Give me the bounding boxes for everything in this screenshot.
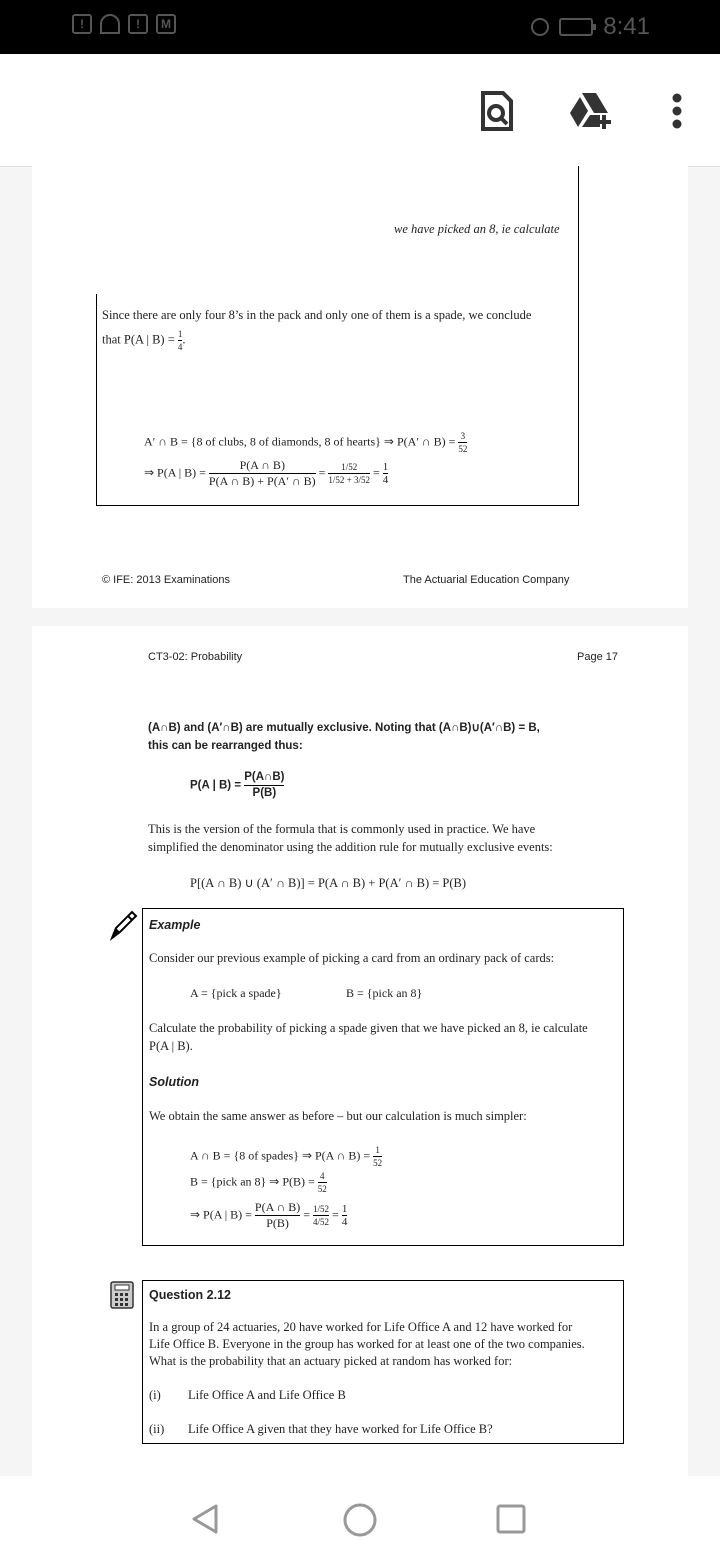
- equation-line-2: ⇒ P(A | B) = $\frac{P(A \cap B)}{P(A \cap B) + P(A' \cap B)}$ = $\frac{1/52}{1/52 + 3/52}$ = $\frac{1}{4}$: [144, 458, 389, 488]
- page1-line: we have picked an 8, ie calculate: [394, 222, 560, 236]
- conditional-formula: P(A | B) = $\frac{P(A\cap B)}{P(B)}$: [190, 771, 285, 799]
- page-header-right: Page 17: [577, 651, 618, 663]
- more-options-button[interactable]: [654, 88, 700, 134]
- definition-a: A = {pick a spade}: [190, 986, 282, 1000]
- calculate-line-2: P(A | B).: [149, 1039, 193, 1053]
- footer-right: The Actuarial Education Company: [403, 574, 570, 586]
- equation-line-1: A′ ∩ B = {8 of clubs, 8 of diamonds, 8 of hearts} ⇒ P(A′ ∩ B) = $\frac{3}{52}$: [144, 431, 468, 454]
- calculate-line-1: Calculate the probability of picking a spade given that we have picked an 8, ie calculate: [149, 1021, 588, 1035]
- document-search-icon: [479, 91, 515, 131]
- add-to-drive-icon: [568, 91, 614, 131]
- document-search-button[interactable]: [474, 88, 520, 134]
- clock: 8:41: [603, 13, 650, 40]
- status-bar: [0, 0, 720, 54]
- mail-icon: M: [156, 14, 176, 34]
- status-right: [531, 13, 650, 41]
- question-item-num: (ii): [149, 1422, 165, 1436]
- solution-line-2: B = {pick an 8} ⇒ P(B) = $\frac{4}{52}$: [190, 1171, 327, 1194]
- question-line-1: In a group of 24 actuaries, 20 have worked for Life Office A and 12 have worked for: [149, 1320, 573, 1334]
- footer-left: © IFE: 2013 Examinations: [102, 574, 230, 586]
- since-text: Since there are only four 8’s in the pack and only one of them is a spade, we conclude: [102, 308, 532, 322]
- solution-line-3: ⇒ P(A | B) = $\frac{P(A \cap B)}{P(B)}$ = $\frac{1/52}{4/52}$ = $\frac{1}{4}$: [190, 1200, 348, 1230]
- back-icon[interactable]: [188, 1502, 222, 1536]
- warning-icon: !: [128, 14, 148, 34]
- wifi-icon: [100, 14, 120, 34]
- add-to-drive-button[interactable]: [568, 88, 614, 134]
- example-heading: Example: [149, 918, 201, 932]
- solution-intro: We obtain the same answer as before – but our calculation is much simpler:: [149, 1109, 527, 1123]
- question-line-2: Life Office B. Everyone in the group has worked for at least one of the two companies.: [149, 1337, 585, 1351]
- page-header-left: CT3-02: Probability: [148, 651, 243, 663]
- navigation-bar: [0, 1476, 720, 1560]
- notification-icons: [72, 14, 176, 34]
- addition-rule: P[(A ∩ B) ∪ (A′ ∩ B)] = P(A ∩ B) + P(A′ ∩ B) = P(B): [190, 876, 467, 890]
- question-item-text: Life Office A given that they have worked for Life Office B?: [188, 1422, 493, 1436]
- question-item-num: (i): [149, 1388, 161, 1402]
- document-page-1: [32, 166, 688, 608]
- pencil-icon: [108, 908, 138, 942]
- document-page-2: [32, 626, 688, 1476]
- solution-heading: Solution: [149, 1075, 199, 1089]
- home-icon[interactable]: [342, 1502, 378, 1538]
- battery-icon: [559, 18, 593, 36]
- definition-b: B = {pick an 8}: [346, 986, 423, 1000]
- recents-icon[interactable]: [495, 1503, 527, 1535]
- question-heading: Question 2.12: [149, 1288, 231, 1302]
- bold-line-2: this can be rearranged thus:: [148, 740, 303, 752]
- solution-line-1: A ∩ B = {8 of spades} ⇒ P(A ∩ B) = $\frac{1}{52}$: [190, 1145, 383, 1168]
- toolbar: [0, 54, 720, 167]
- bold-line-1: (A∩B) and (A′∩B) are mutually exclusive. Noting that (A∩B)∪(A′∩B) = B,: [148, 722, 540, 734]
- alert-icon: !: [72, 14, 92, 34]
- paragraph-line-1: This is the version of the formula that is commonly used in practice. We have: [148, 822, 536, 836]
- more-vert-icon: [671, 93, 683, 129]
- calculator-icon: [108, 1280, 136, 1310]
- paragraph-line-2: simplified the denominator using the addition rule for mutually exclusive events:: [148, 840, 553, 854]
- alarm-icon: [531, 18, 549, 36]
- question-line-3: What is the probability that an actuary picked at random has worked for:: [149, 1354, 513, 1368]
- example-intro: Consider our previous example of picking a card from an ordinary pack of cards:: [149, 951, 555, 965]
- question-item-text: Life Office A and Life Office B: [188, 1388, 346, 1402]
- that-text: that P(A | B) = $\frac{1}{4}$ .: [102, 329, 186, 352]
